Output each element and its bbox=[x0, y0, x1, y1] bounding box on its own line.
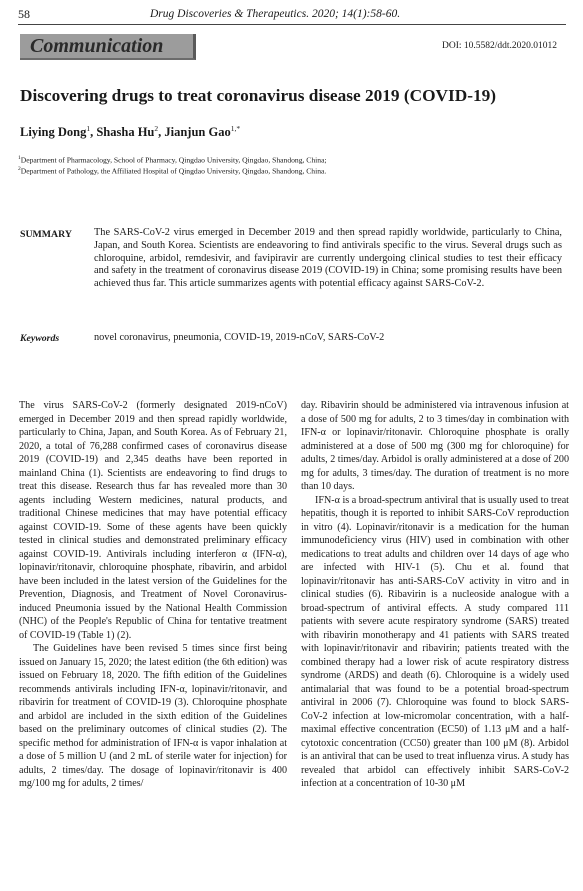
article-title: Discovering drugs to treat coronavirus disease 2019 (COVID-19) bbox=[20, 86, 496, 105]
affiliation-mark: 2 bbox=[18, 166, 21, 172]
body-paragraph: day. Ribavirin should be administered via intravenous infusion at a dose of 500 mg for adults, 2 to 3 times/day in combination with IFN-α or lopinavir/ritonavir. Chloroquine phosphate is orally administered at a dose of 500 mg (300 mg for chloroquine) for adults, 2 times/day. Arbidol is orally administered at a dose of 200 mg for adults, 3 times/day. The duration of treatment is no more than 10 days. bbox=[301, 400, 569, 492]
body-column-right bbox=[301, 399, 569, 791]
author-name: Jianjun Gao bbox=[164, 125, 231, 140]
body-paragraph: The Guidelines have been revised 5 times since first being issued on January 15, 2020; the latest edition (the 6th edition) was issued on February 18, 2020. The fifth edition of the Guidelines recommends antivirals including IFN-α, lopinavir/ritonavir, and ribavirin for treatment of COVID-19 (3). Chloroquine phosphate and arbidol are included in the sixth edition of the Guidelines based on the preliminary outcomes of clinical studies (2). The specific method for administration of IFN-α is vapor inhalation at a dose of 5 million U (and 2 mL of sterile water for injection) for adults, 2 times/day. The dosage of lopinavir/ritonavir is 400 mg/100 mg for adults, 2 times/ bbox=[19, 643, 287, 789]
author-affiliation-mark: 2 bbox=[154, 124, 159, 133]
author-affiliation-mark: 1,* bbox=[230, 124, 241, 133]
summary-text: The SARS-CoV-2 virus emerged in December 2019 and then spread rapidly worldwide, particularly to China, Japan, and South Korea. Scientists are endeavoring to find antivirals specific to the virus. Several drugs such as chloroquine, arbidol, remdesivir, and favipiravir are currently undergoing clinical studies to test their efficacy and safety in the treatment of coronavirus disease 2019 (COVID-19) in China; some promising results have been achieved thus far. This article summarizes agents with potential efficacy against SARS-CoV-2. bbox=[94, 227, 562, 290]
doi-label: DOI: 10.5582/ddt.2020.01012 bbox=[442, 41, 558, 51]
body-paragraph: IFN-α is a broad-spectrum antiviral that is usually used to treat hepatitis, though it is reported to inhibit SARS-CoV reproduction in vitro (4). Lopinavir/ritonavir is a medication for the human immunodeficiency virus (HIV) used in combination with other medications to treat adults and children over 14 days of age who are infected with HIV-1 (5). Chu et al. found that lopinavir/ritonavir has anti-SARS-CoV activity in vitro and in clinical studies (6). Ribavirin is a nucleoside analogue with a broad-spectrum of antiviral effects. A study compared 111 patients with severe acute respiratory syndrome (SARS) treated with ribavirin monotherapy and 41 patients with SARS treated with lopinavir/ritonavir and ribavirin; patients treated with the combined therapy had a lower risk of acute respiratory distress syndrome (ARDS) and death (6). Chloroquine is a widely used antimalarial that was found to be a potential broad-spectrum antiviral in 2006 (7). Chloroquine was found to block SARS-CoV-2 infection at low-micromolar concentration, with a half-maximal effective concentration (EC50) of 1.13 μM and a half-cytotoxic concentration (CC50) greater than 100 μM (8). Arbidol is an antiviral that can be used to treat influenza virus. A study has revealed that arbidol can effectively inhibit SARS-CoV-2 infection at a concentration of 10-30 μM bbox=[301, 494, 569, 789]
keywords-text: novel coronavirus, pneumonia, COVID-19, 2019-nCoV, SARS-CoV-2 bbox=[94, 332, 385, 343]
author-name: Liying Dong bbox=[20, 125, 87, 140]
header-divider bbox=[18, 24, 566, 25]
affiliation-mark: 1 bbox=[18, 155, 21, 161]
keywords-label: Keywords bbox=[20, 333, 60, 344]
page-number: 58 bbox=[18, 7, 30, 21]
body-paragraph: The virus SARS-CoV-2 (formerly designated 2019-nCoV) emerged in December 2019 and then spread rapidly worldwide, particularly to China, Japan, and South Korea. As of February 21, 2020, a total of 76,288 confirmed cases of coronavirus disease 2019 (COVID-19) and 2,345 deaths have been reported in mainland China (1). Scientists are endeavoring to find drugs to treat this disease. Research thus far has revealed more than 30 agents including Western medicines, natural products, and traditional Chinese medicines that may have potential efficacy against COVID-19. Some of these agents have been quickly tested in clinical studies and demonstrated preliminary efficacy against COVID-19. Antivirals including interferon α (IFN-α), lopinavir/ritonavir, chloroquine phosphate, ribavirin, and arbidol have been included in the latest version of the Guidelines for the Prevention, Diagnosis, and Treatment of Novel Coronavirus-induced Pneumonia issued by the National Health Commission (NHC) of the People's Republic of China for tentative treatment of COVID-19 (Table 1) (2). bbox=[19, 400, 287, 641]
author-name: Shasha Hu bbox=[96, 125, 155, 140]
summary-label: SUMMARY bbox=[20, 229, 72, 240]
section-banner bbox=[20, 34, 196, 60]
author-list: Liying Dong$^1$, Shasha Hu$^2$, Jianjun Gao$^{1,*}$ bbox=[20, 124, 241, 140]
author-affiliation-mark: 1 bbox=[86, 124, 91, 133]
body-column-left bbox=[19, 399, 287, 791]
affiliation bbox=[18, 155, 327, 165]
journal-citation: Drug Discoveries & Therapeutics. 2020; 14(1):58-60. bbox=[150, 8, 401, 20]
affiliation bbox=[18, 166, 326, 176]
section-banner-label: Communication bbox=[30, 35, 164, 57]
affiliation-text: Department of Pathology, the Affiliated Hospital of Qingdao University, Qingdao, Shandong, China. bbox=[20, 166, 327, 176]
affiliation-text: Department of Pharmacology, School of Pharmacy, Qingdao University, Qingdao, Shandong, China; bbox=[20, 155, 327, 165]
